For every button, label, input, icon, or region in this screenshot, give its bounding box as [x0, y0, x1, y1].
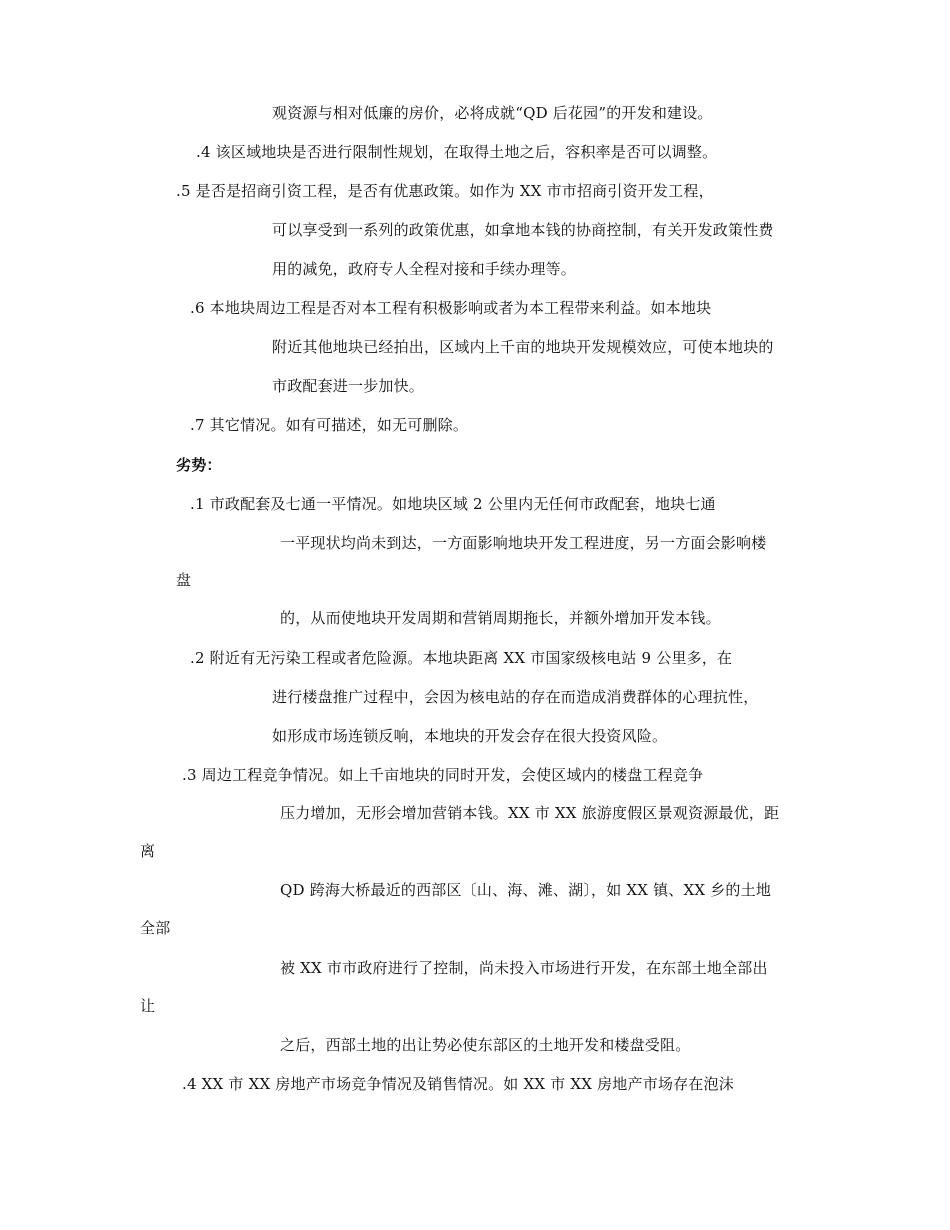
text-line: 用的减免，政府专人全程对接和手续办理等。 [272, 260, 577, 278]
text-line: 的，从而使地块开发周期和营销周期拖长，并额外增加开发本钱。 [280, 609, 721, 627]
text-line: 附近其他地块已经拍出，区域内上千亩的地块开发规模效应，可使本地块的 [272, 338, 774, 356]
text-line: 之后，西部土地的出让势必使东部区的土地开发和楼盘受阻。 [280, 1036, 691, 1054]
text-line: 可以享受到一系列的政策优惠，如拿地本钱的协商控制，有关开发政策性费 [272, 221, 774, 239]
text-line: 观资源与相对低廉的房价，必将成就“QD 后花园”的开发和建设。 [272, 104, 713, 122]
text-line: 进行楼盘推广过程中，会因为核电站的存在而造成消费群体的心理抗性， [272, 688, 759, 706]
list-item-text: .5 是否是招商引资工程，是否有优惠政策。如作为 XX 市市招商引资开发工程， [176, 182, 714, 200]
text-line: 市政配套进一步加快。 [272, 377, 425, 395]
list-item-text: .3 周边工程竞争情况。如上千亩地块的同时开发，会使区域内的楼盘工程竞争 [182, 766, 704, 784]
list-item-text: .4 XX 市 XX 房地产市场竞争情况及销售情况。如 XX 市 XX 房地产市场存在泡沫 [182, 1075, 734, 1093]
text-line: 离 [140, 842, 156, 860]
text-line: 压力增加，无形会增加营销本钱。XX 市 XX 旅游度假区景观资源最优，距 [280, 804, 780, 822]
list-item-text: .7 其它情况。如有可描述，如无可删除。 [190, 416, 469, 434]
text-line: 让 [140, 997, 156, 1015]
text-line: QD 跨海大桥最近的西部区〔山、海、滩、湖〕，如 XX 镇、XX 乡的土地 [280, 881, 772, 899]
text-line: 如形成市场连锁反响，本地块的开发会存在很大投资风险。 [272, 727, 668, 745]
text-line: 全部 [140, 919, 171, 937]
list-item-text: .1 市政配套及七通一平情况。如地块区域 2 公里内无任何市政配套，地块七通 [190, 495, 716, 513]
text-line: 一平现状均尚未到达，一方面影响地块开发工程进度，另一方面会影响楼 [280, 534, 767, 552]
list-item-text: .6 本地块周边工程是否对本工程有积极影响或者为本工程带来利益。如本地块 [190, 299, 712, 317]
section-heading: 劣势： [176, 456, 222, 474]
list-item-text: .2 附近有无污染工程或者危险源。本地块距离 XX 市国家级核电站 9 公里多，在 [190, 649, 733, 667]
text-line: 盘 [176, 571, 192, 589]
list-item-text: .4 该区域地块是否进行限制性规划，在取得土地之后，容积率是否可以调整。 [196, 143, 718, 161]
text-line: 被 XX 市市政府进行了控制，尚未投入市场进行开发，在东部土地全部出 [280, 959, 768, 977]
